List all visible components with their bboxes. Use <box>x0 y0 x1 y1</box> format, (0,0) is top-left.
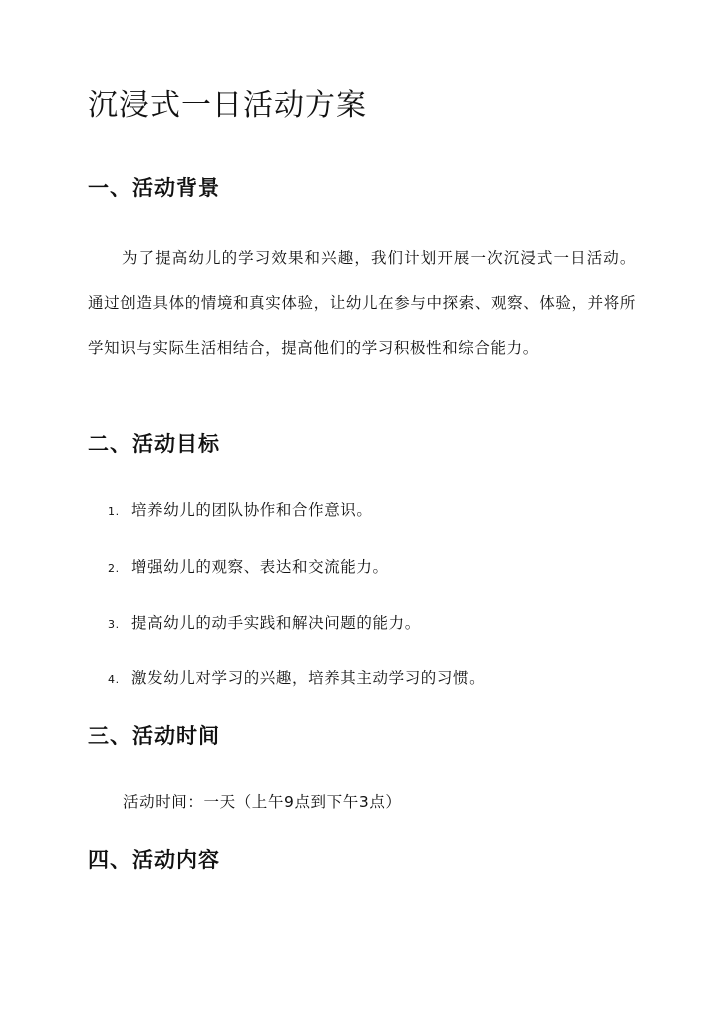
goal-text: 增强幼儿的观察、表达和交流能力。 <box>131 558 389 576</box>
goal-number: 4. <box>108 673 120 686</box>
goal-number: 3. <box>108 618 120 631</box>
goal-text: 激发幼儿对学习的兴趣，培养其主动学习的习惯。 <box>131 669 486 687</box>
section-heading-content: 四、活动内容 <box>88 848 220 872</box>
goal-number: 1. <box>108 505 120 518</box>
goal-list-item <box>108 555 389 581</box>
section-heading-time: 三、活动时间 <box>88 724 220 748</box>
goal-text: 培养幼儿的团队协作和合作意识。 <box>131 501 373 519</box>
background-paragraph: 为了提高幼儿的学习效果和兴趣，我们计划开展一次沉浸式一日活动。通过创造具体的情境和真实体验，让幼儿在参与中探索、观察、体验，并将所学知识与实际生活相结合，提高他们的学习积极性和综合能力。 <box>88 249 636 357</box>
section-heading-goals: 二、活动目标 <box>88 432 220 456</box>
goal-text: 提高幼儿的动手实践和解决问题的能力。 <box>131 614 421 632</box>
document-title: 沉浸式一日活动方案 <box>88 88 367 123</box>
goal-list-item <box>108 666 485 692</box>
goal-number: 2. <box>108 562 120 575</box>
goal-list-item <box>108 611 421 637</box>
section-heading-background: 一、活动背景 <box>88 176 220 200</box>
activity-time-text: 活动时间：一天（上午9点到下午3点） <box>123 793 402 811</box>
goal-list-item <box>108 498 373 524</box>
